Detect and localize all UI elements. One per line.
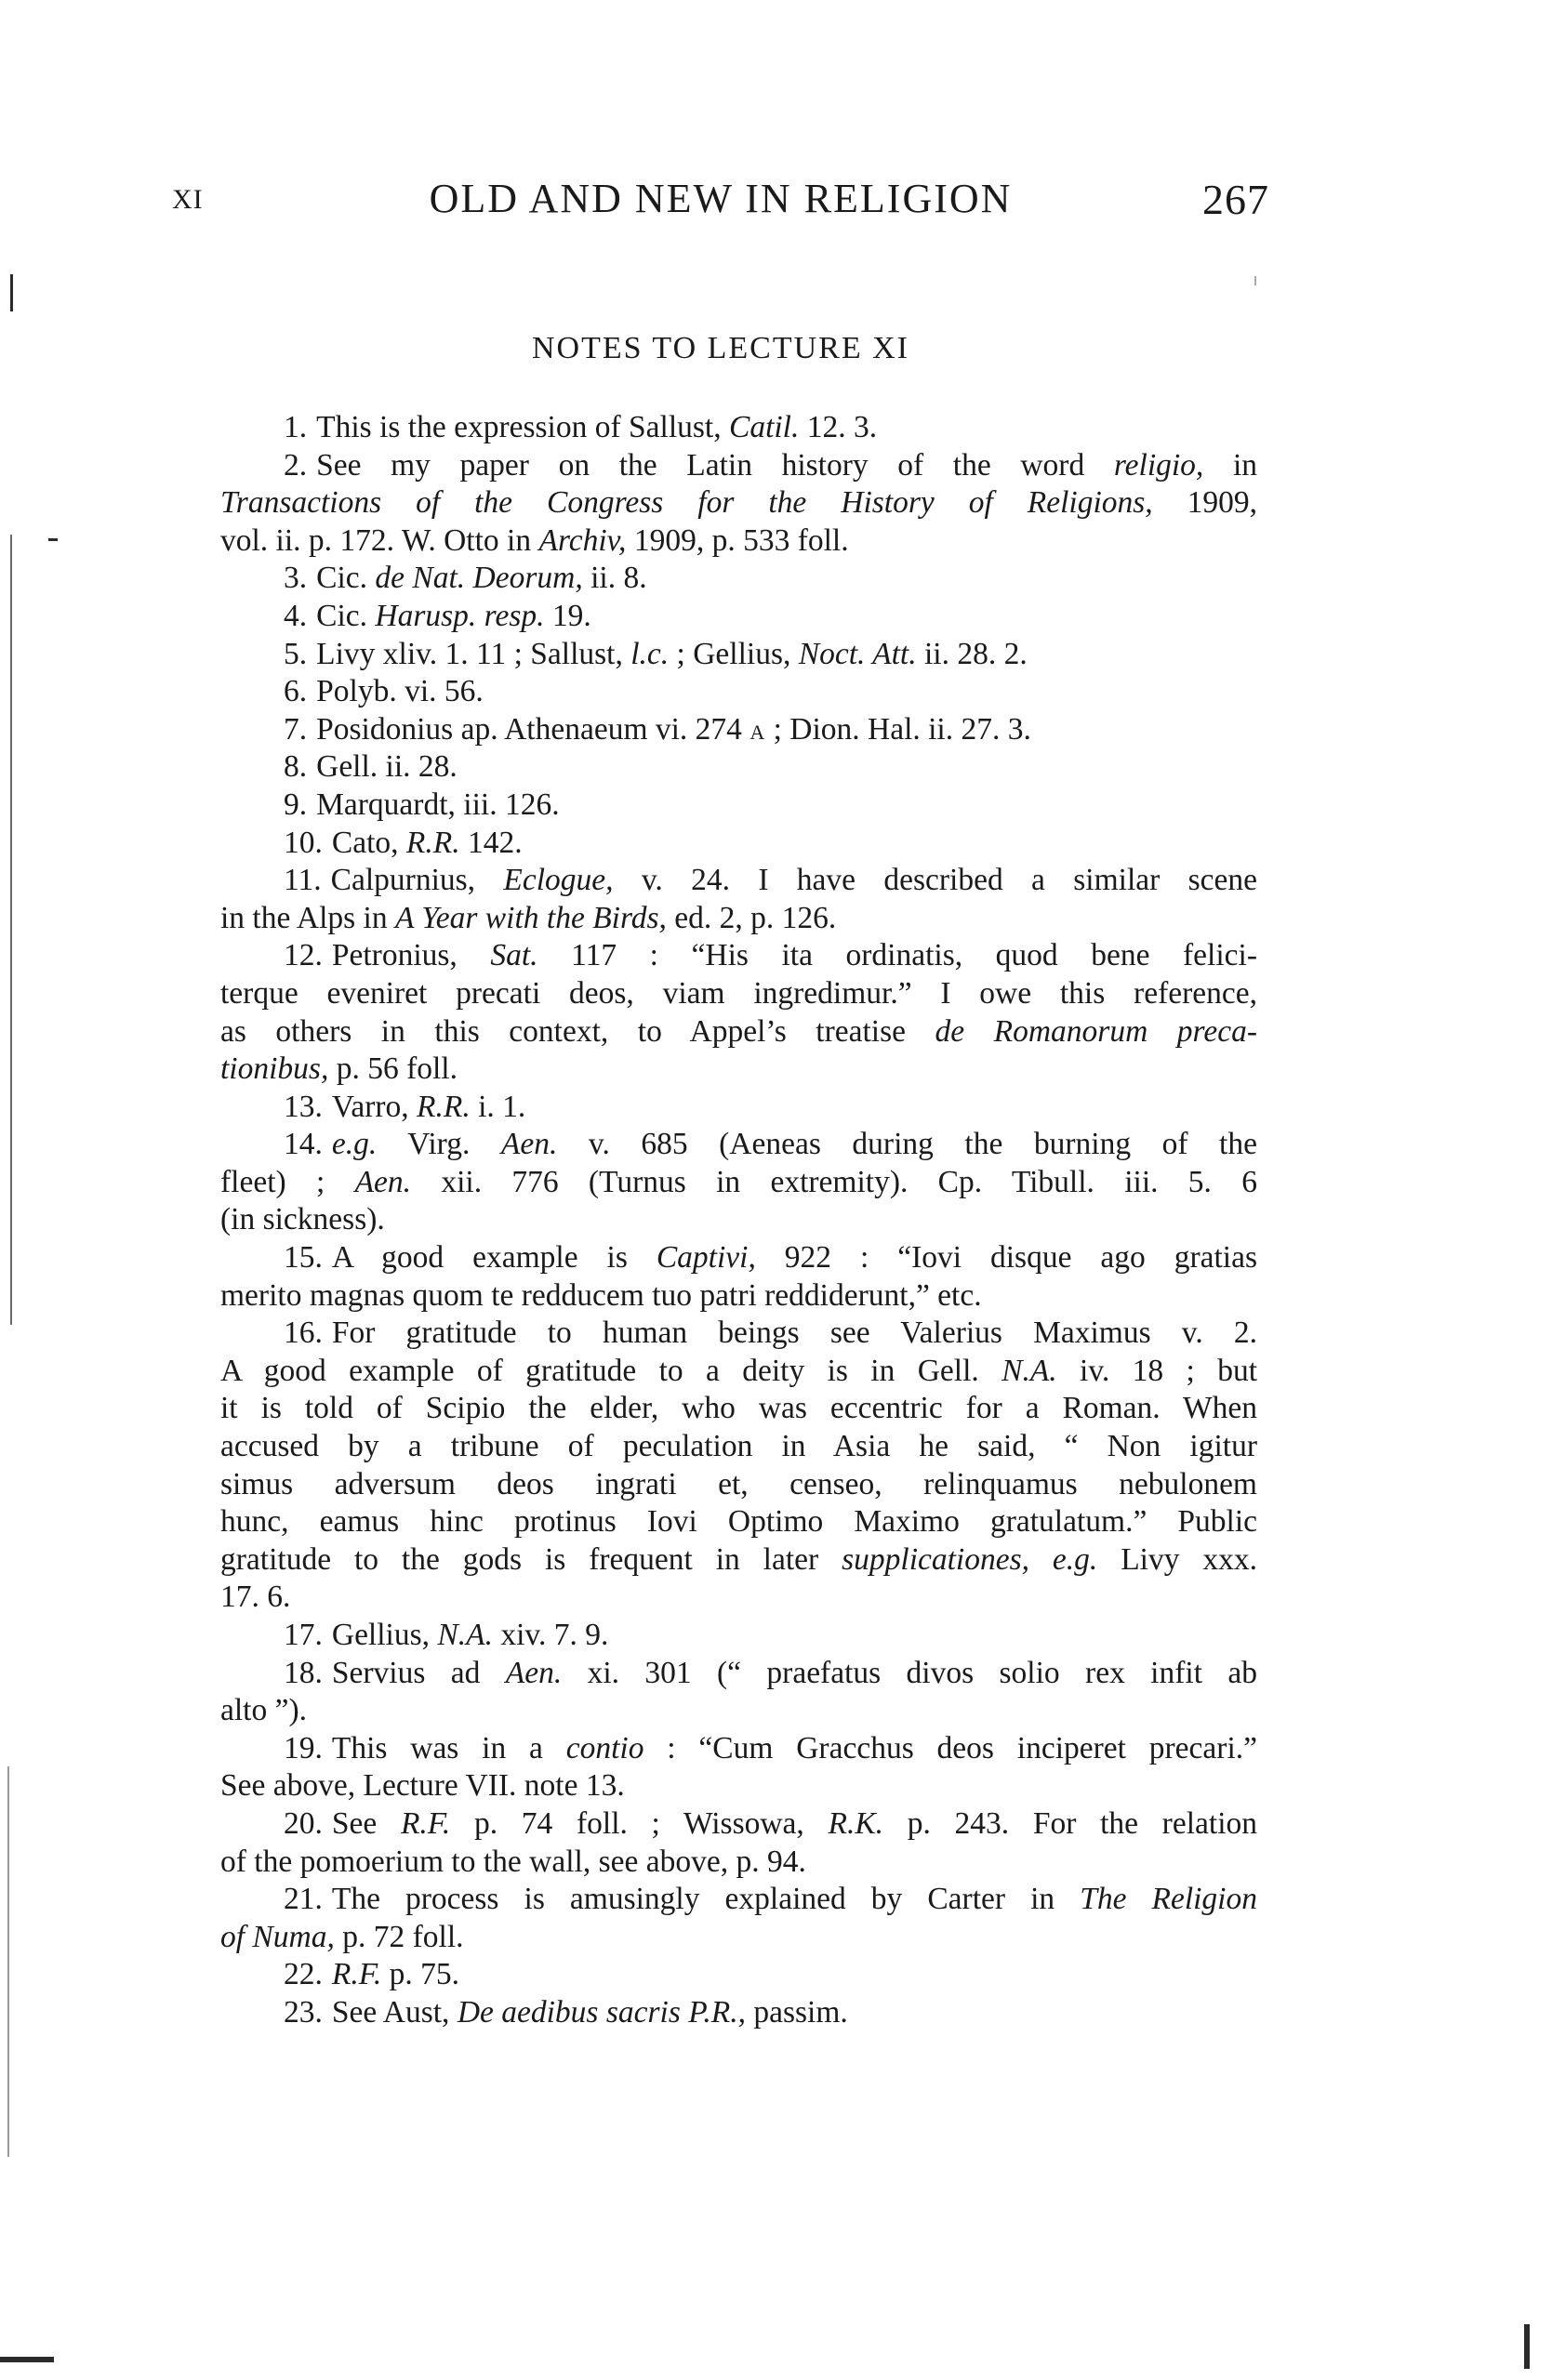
- note-line-continuation: [220, 1201, 1257, 1239]
- note-line-continuation: [220, 900, 1257, 938]
- scan-margin-mark: [10, 274, 13, 311]
- note-number: 22.: [284, 1957, 323, 1992]
- note-line-first: [220, 409, 1257, 447]
- note-text: it is told of Scipio the elder, who was eccentric for a Roman. When: [220, 1391, 1257, 1426]
- note-text: 922 : “Iovi disque ago gratias: [755, 1240, 1257, 1276]
- note-italic-text: de Romanorum preca-: [935, 1013, 1257, 1049]
- note-text: 117 : “His ita ordinatis, quod bene felici-: [537, 938, 1258, 973]
- note-line-first: [220, 1730, 1257, 1768]
- scan-margin-mark: [0, 2357, 54, 2362]
- note-italic-text: N.A.: [1002, 1353, 1057, 1388]
- note-text: simus adversum deos ingrati et, censeo, relinquamus nebulonem: [220, 1466, 1257, 1501]
- note-text: alto ”).: [220, 1693, 308, 1728]
- running-head: [172, 175, 1269, 231]
- note-number: 13.: [284, 1089, 323, 1124]
- scan-margin-mark: [1254, 276, 1256, 285]
- note-number: 8.: [284, 749, 308, 785]
- note-text: ; Gellius,: [669, 636, 799, 671]
- note-text: v. 24. I have described a similar scene: [613, 863, 1257, 898]
- note-number: 12.: [284, 938, 323, 973]
- note-text: [1029, 1542, 1053, 1577]
- note-text: in the Alps in: [220, 900, 395, 935]
- note-italic-text: R.K.: [828, 1805, 884, 1841]
- note-italic-text: The Religion: [1080, 1882, 1257, 1917]
- chapter-number: XI: [172, 184, 204, 215]
- note-line-continuation: [220, 1164, 1257, 1202]
- note-text: p. 56 foll.: [328, 1051, 458, 1087]
- note-text: v. 685 (Aeneas during the burning of the: [557, 1127, 1257, 1162]
- note-text: Livy xxx.: [1097, 1541, 1257, 1577]
- note-text: Cato,: [331, 825, 406, 860]
- note-italic-text: Eclogue,: [503, 863, 614, 898]
- note-line-continuation: [220, 1919, 1257, 1957]
- note-number: 3.: [284, 561, 308, 596]
- note-text: 1909, p. 533 foll.: [626, 522, 849, 558]
- page-number: 267: [1202, 176, 1269, 223]
- note-italic-text: Sat.: [490, 938, 538, 973]
- note-italic-text: Noct. Att.: [798, 636, 917, 671]
- note-line-first: [220, 1617, 1257, 1655]
- note-text: Virg.: [377, 1127, 501, 1162]
- running-title: OLD AND NEW IN RELIGION: [429, 176, 1013, 221]
- note-number: 20.: [284, 1805, 323, 1841]
- note-italic-text: Harusp. resp.: [375, 598, 545, 633]
- note-text: hunc, eamus hinc protinus Iovi Optimo Maximo gratulatum.” Public: [220, 1504, 1257, 1540]
- note-text: p. 243. For the relation: [883, 1805, 1258, 1841]
- note-line-first: [220, 1881, 1257, 1919]
- note-line-first: [220, 1089, 1257, 1127]
- note-text: : “Cum Gracchus deos inciperet precari.”: [643, 1730, 1257, 1765]
- note-italic-text: Aen.: [500, 1127, 558, 1162]
- note-line-first: [220, 636, 1257, 674]
- note-line-first: [220, 862, 1257, 900]
- notes-list: [220, 409, 1257, 2032]
- note-number: 6.: [284, 674, 308, 709]
- note-line-continuation: [220, 1390, 1257, 1428]
- note-italic-text: Archiv,: [538, 522, 627, 558]
- note-line-first: [220, 1994, 1257, 2032]
- note-line-first: [220, 1239, 1257, 1277]
- note-text: xii. 776 (Turnus in extremity). Cp. Tibull. iii. 5. 6: [411, 1164, 1257, 1199]
- note-line-continuation: [220, 1541, 1257, 1580]
- note-text: 17. 6.: [220, 1580, 291, 1615]
- note-text: Varro,: [331, 1089, 418, 1124]
- note-line-continuation: [220, 1353, 1257, 1391]
- note-line-continuation: [220, 1503, 1257, 1541]
- note-italic-text: Transactions of the Congress for the History of Religions,: [220, 485, 1153, 521]
- note-text: xiv. 7. 9.: [492, 1618, 609, 1652]
- note-italic-text: contio: [565, 1730, 644, 1765]
- note-italic-text: religio,: [1113, 447, 1204, 483]
- note-text: p. 72 foll.: [334, 1919, 464, 1954]
- note-text: terque eveniret precati deos, viam ingredimur.” I owe this reference,: [220, 975, 1257, 1011]
- note-text: 142.: [459, 825, 523, 860]
- note-text: ; Dion. Hal. ii. 27. 3.: [765, 711, 1031, 747]
- note-italic-text: De aedibus sacris P.R.,: [457, 1994, 746, 2030]
- note-text: as others in this context, to Appel’s treatise: [220, 1013, 935, 1049]
- note-line-first: [220, 1655, 1257, 1693]
- note-text: Calpurnius,: [330, 863, 504, 898]
- note-line-continuation: [220, 1579, 1257, 1617]
- note-number: 21.: [284, 1882, 323, 1917]
- scan-margin-mark: [1524, 2324, 1530, 2369]
- note-line-continuation: [220, 484, 1257, 522]
- note-text: For gratitude to human beings see Valerius Maximus v. 2.: [331, 1316, 1257, 1351]
- note-italic-text: R.F.: [331, 1957, 382, 1992]
- note-text: Gell. ii. 28.: [316, 749, 458, 785]
- note-text: A good example of gratitude to a deity is in Gell.: [220, 1353, 1002, 1388]
- note-italic-text: Captivi,: [656, 1240, 756, 1276]
- note-text: A good example is: [331, 1240, 657, 1276]
- note-number: 16.: [284, 1316, 323, 1351]
- note-text: i. 1.: [470, 1089, 526, 1124]
- note-text: Gellius,: [331, 1618, 438, 1652]
- note-number: 7.: [284, 711, 308, 747]
- note-line-first: [220, 1315, 1257, 1353]
- note-text: See Aust,: [331, 1994, 458, 2030]
- note-number: 9.: [284, 787, 308, 822]
- note-italic-text: R.R.: [417, 1089, 471, 1124]
- note-line-first: [220, 673, 1257, 711]
- note-number: 1.: [284, 410, 308, 444]
- note-text: p. 75.: [381, 1957, 459, 1992]
- note-italic-text: Aen.: [354, 1164, 412, 1199]
- note-line-continuation: [220, 1767, 1257, 1805]
- note-text: Polyb. vi. 56.: [316, 674, 484, 709]
- note-small-caps: A: [749, 720, 766, 744]
- note-line-first: [220, 560, 1257, 598]
- note-text: ii. 8.: [582, 561, 647, 596]
- note-line-continuation: [220, 1013, 1257, 1051]
- note-text: Cic.: [316, 561, 376, 596]
- note-text: Posidonius ap. Athenaeum vi. 274: [316, 711, 750, 747]
- note-number: 5.: [284, 636, 308, 671]
- note-italic-text: R.F.: [400, 1805, 451, 1841]
- note-italic-text: tionibus,: [220, 1051, 329, 1087]
- note-line-first: [220, 937, 1257, 975]
- note-italic-text: e.g.: [331, 1127, 378, 1162]
- note-number: 15.: [284, 1240, 323, 1276]
- note-italic-text: de Nat. Deorum,: [375, 561, 583, 596]
- note-line-first: [220, 825, 1257, 863]
- note-text: merito magnas quom te redducem tuo patri reddiderunt,” etc.: [220, 1277, 982, 1313]
- note-text: (in sickness).: [220, 1202, 385, 1237]
- note-line-continuation: [220, 1277, 1257, 1316]
- scan-margin-mark: [7, 1766, 9, 2157]
- note-line-first: [220, 598, 1257, 636]
- note-text: See my paper on the Latin history of the word: [316, 447, 1114, 483]
- note-text: 1909,: [1152, 485, 1258, 521]
- note-italic-text: R.R.: [405, 825, 460, 860]
- note-text: This is the expression of Sallust,: [316, 410, 729, 444]
- note-text: See above, Lecture VII. note 13.: [220, 1768, 625, 1804]
- note-line-continuation: [220, 1428, 1257, 1466]
- note-text: Livy xliv. 1. 11 ; Sallust,: [316, 636, 631, 671]
- note-text: fleet) ;: [220, 1164, 355, 1199]
- note-line-first: [220, 748, 1257, 787]
- note-italic-text: supplicationes,: [842, 1541, 1030, 1577]
- note-text: Servius ad: [331, 1655, 506, 1690]
- note-line-continuation: [220, 522, 1257, 561]
- note-text: The process is amusingly explained by Carter in: [331, 1882, 1081, 1917]
- note-line-continuation: [220, 975, 1257, 1013]
- note-text: vol. ii. p. 172. W. Otto in: [220, 522, 539, 558]
- note-number: 19.: [284, 1730, 323, 1765]
- note-italic-text: N.A.: [437, 1618, 493, 1652]
- note-number: 2.: [284, 447, 308, 483]
- note-number: 14.: [284, 1127, 323, 1162]
- note-italic-text: l.c.: [630, 636, 670, 671]
- section-title: NOTES TO LECTURE XI: [531, 331, 909, 365]
- note-line-first: [220, 1956, 1257, 1994]
- note-text: Cic.: [316, 598, 376, 633]
- note-line-continuation: [220, 1844, 1257, 1882]
- note-number: 23.: [284, 1994, 323, 2030]
- note-line-first: [220, 447, 1257, 485]
- note-text: See: [331, 1805, 401, 1841]
- note-text: Petronius,: [331, 938, 491, 973]
- note-text: xi. 301 (“ praefatus divos solio rex infit ab: [562, 1655, 1258, 1690]
- note-italic-text: of Numa,: [220, 1919, 335, 1954]
- note-italic-text: e.g.: [1052, 1541, 1098, 1577]
- note-number: 18.: [284, 1655, 323, 1690]
- note-line-first: [220, 711, 1257, 749]
- note-text: accused by a tribune of peculation in Asia he said, “ Non igitur: [220, 1429, 1257, 1464]
- note-line-continuation: [220, 1051, 1257, 1089]
- note-italic-text: Catil.: [728, 410, 800, 444]
- note-number: 17.: [284, 1618, 323, 1652]
- note-text: iv. 18 ; but: [1056, 1353, 1258, 1388]
- note-number: 11.: [284, 863, 322, 898]
- note-text: 19.: [544, 598, 591, 633]
- note-number: 4.: [284, 598, 308, 633]
- note-text: This was in a: [331, 1730, 566, 1765]
- scan-margin-mark: [48, 538, 58, 541]
- note-text: p. 74 foll. ; Wissowa,: [450, 1805, 829, 1841]
- note-text: of the pomoerium to the wall, see above, p. 94.: [220, 1844, 806, 1879]
- note-text: in: [1203, 447, 1257, 483]
- note-text: ii. 28. 2.: [916, 636, 1028, 671]
- scan-margin-mark: [10, 535, 12, 1325]
- note-number: 10.: [284, 825, 323, 860]
- note-text: gratitude to the gods is frequent in later: [220, 1541, 842, 1577]
- note-text: passim.: [745, 1994, 848, 2030]
- note-line-continuation: [220, 1466, 1257, 1504]
- note-italic-text: Aen.: [505, 1655, 563, 1690]
- note-line-first: [220, 787, 1257, 825]
- note-text: ed. 2, p. 126.: [666, 900, 837, 935]
- note-text: 12. 3.: [799, 410, 878, 444]
- note-italic-text: A Year with the Birds,: [394, 900, 667, 935]
- note-line-continuation: [220, 1692, 1257, 1730]
- note-line-first: [220, 1126, 1257, 1164]
- note-text: Marquardt, iii. 126.: [316, 787, 560, 822]
- note-line-first: [220, 1805, 1257, 1844]
